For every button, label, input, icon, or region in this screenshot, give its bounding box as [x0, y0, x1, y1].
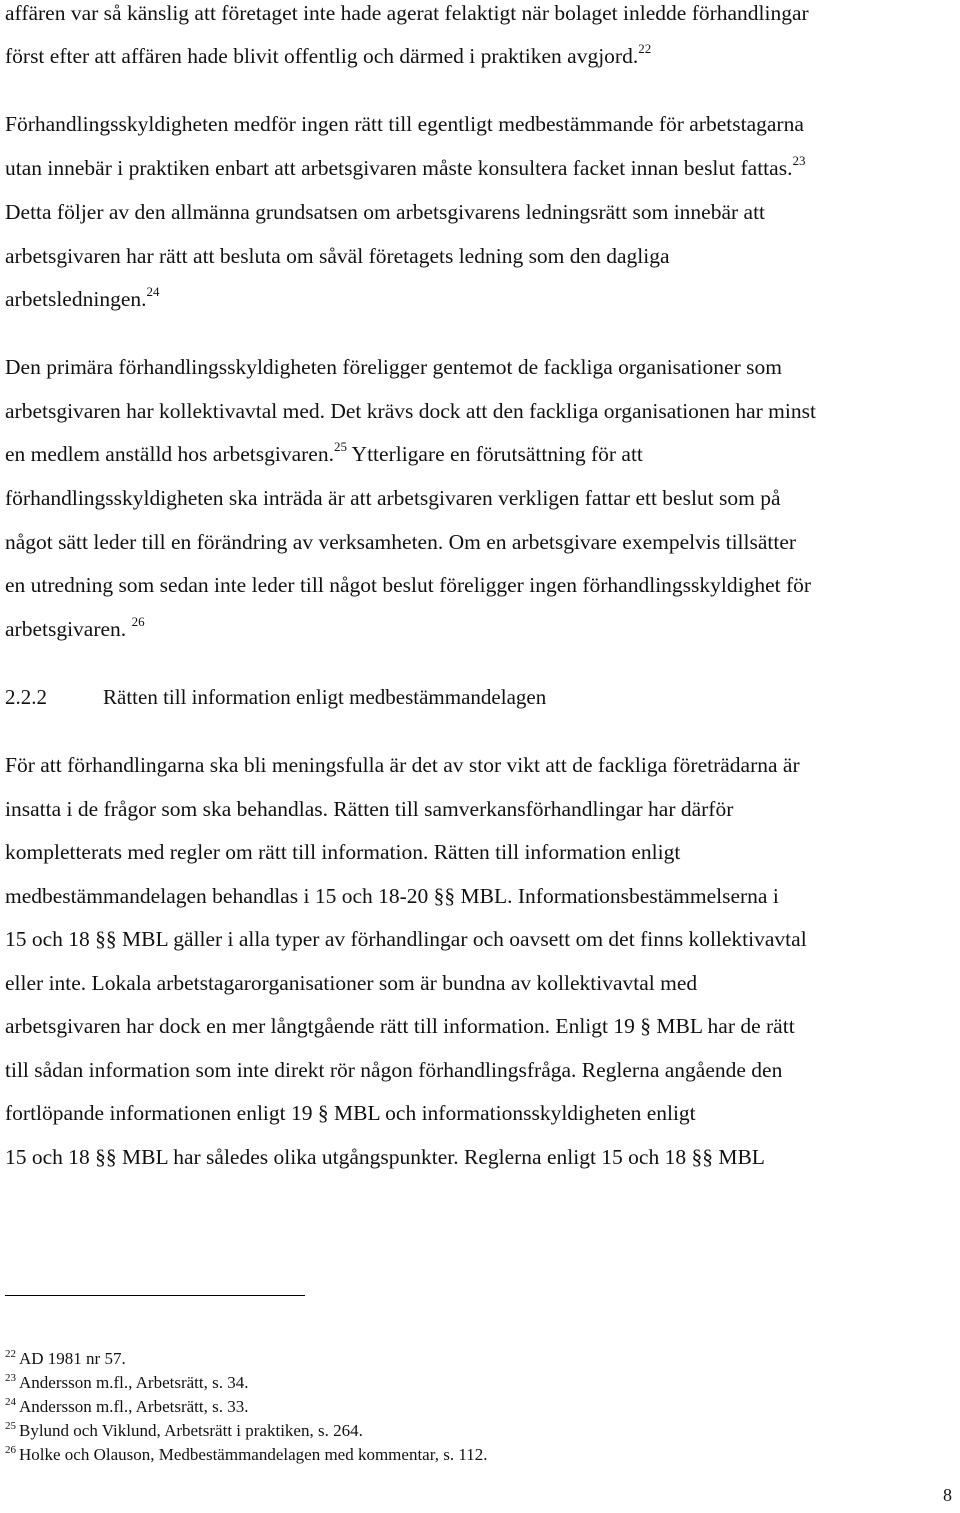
footnote-ref-25[interactable]: 25 [333, 439, 347, 454]
section-number: 2.2.2 [5, 685, 47, 709]
body-line: insatta i de frågor som ska behandlas. Rätten till samverkansförhandlingar har därför [5, 797, 734, 821]
body-line: arbetsgivaren har rätt att besluta om såväl företagets ledning som den dagliga [5, 244, 670, 268]
body-line: arbetsledningen.$^{24}$ [5, 284, 160, 311]
body-line: en medlem anställd hos arbetsgivaren.$^{25}$ Ytterligare en förutsättning för att [5, 439, 643, 466]
body-line: förhandlingsskyldigheten ska inträda är att arbetsgivaren verkligen fattar ett beslut som på [5, 486, 781, 510]
body-line: medbestämmandelagen behandlas i 15 och 18-20 §§ MBL. Informationsbestämmelserna i [5, 884, 779, 908]
footnote-23: $^{23}$ Andersson m.fl., Arbetsrätt, s. 34. [5, 1372, 249, 1392]
body-line: arbetsgivaren. $^{26}$ [5, 614, 145, 641]
footnote-24: $^{24}$ Andersson m.fl., Arbetsrätt, s. 33. [5, 1396, 249, 1416]
body-line: För att förhandlingarna ska bli meningsfulla är det av stor vikt att de fackliga företrädarna är [5, 753, 800, 777]
body-line: först efter att affären hade blivit offentlig och därmed i praktiken avgjord.$^{22}$ [5, 41, 652, 68]
body-line: 15 och 18 §§ MBL har således olika utgångspunkter. Reglerna enligt 15 och 18 §§ MBL [5, 1145, 765, 1169]
footnote-separator [5, 1295, 305, 1296]
body-line: Förhandlingsskyldigheten medför ingen rätt till egentligt medbestämmande för arbetstagarna [5, 112, 804, 136]
footnote-22: $^{22}$ AD 1981 nr 57. [5, 1348, 126, 1368]
footnote-ref-23[interactable]: 23 [792, 153, 806, 168]
footnote-ref-24[interactable]: 24 [146, 284, 160, 299]
body-line: arbetsgivaren har kollektivavtal med. Det krävs dock att den fackliga organisationen har minst [5, 399, 816, 423]
body-line: fortlöpande informationen enligt 19 § MBL och informationsskyldigheten enligt [5, 1101, 696, 1125]
body-line: affären var så känslig att företaget inte hade agerat felaktigt när bolaget inledde förhandlingar [5, 1, 809, 25]
footnote-26: $^{26}$ Holke och Olauson, Medbestämmandelagen med kommentar, s. 112. [5, 1444, 488, 1464]
footnote-ref-26[interactable]: 26 [131, 614, 145, 629]
body-line: 15 och 18 §§ MBL gäller i alla typer av förhandlingar och oavsett om det finns kollektivavtal [5, 927, 807, 951]
body-line: till sådan information som inte direkt rör någon förhandlingsfråga. Reglerna angående den [5, 1058, 783, 1082]
body-line: en utredning som sedan inte leder till något beslut föreligger ingen förhandlingsskyldighet för [5, 573, 812, 597]
page-number: 8 [943, 1485, 952, 1505]
section-title: Rätten till information enligt medbestämmandelagen [103, 685, 547, 709]
body-line: Den primära förhandlingsskyldigheten föreligger gentemot de fackliga organisationer som [5, 355, 782, 379]
body-line: något sätt leder till en förändring av verksamheten. Om en arbetsgivare exempelvis tillsätter [5, 530, 797, 554]
body-line: Detta följer av den allmänna grundsatsen om arbetsgivarens ledningsrätt som innebär att [5, 200, 766, 224]
body-line: utan innebär i praktiken enbart att arbetsgivaren måste konsultera facket innan beslut fattas.$^{23}$ [5, 153, 806, 180]
body-line: kompletterats med regler om rätt till information. Rätten till information enligt [5, 840, 681, 864]
body-line: eller inte. Lokala arbetstagarorganisationer som är bundna av kollektivavtal med [5, 971, 698, 995]
footnote-ref-22[interactable]: 22 [638, 41, 652, 56]
section-heading [5, 684, 956, 710]
footnote-25: $^{25}$ Bylund och Viklund, Arbetsrätt i praktiken, s. 264. [5, 1420, 363, 1440]
body-line: arbetsgivaren har dock en mer långtgående rätt till information. Enligt 19 § MBL har de rätt [5, 1014, 795, 1038]
